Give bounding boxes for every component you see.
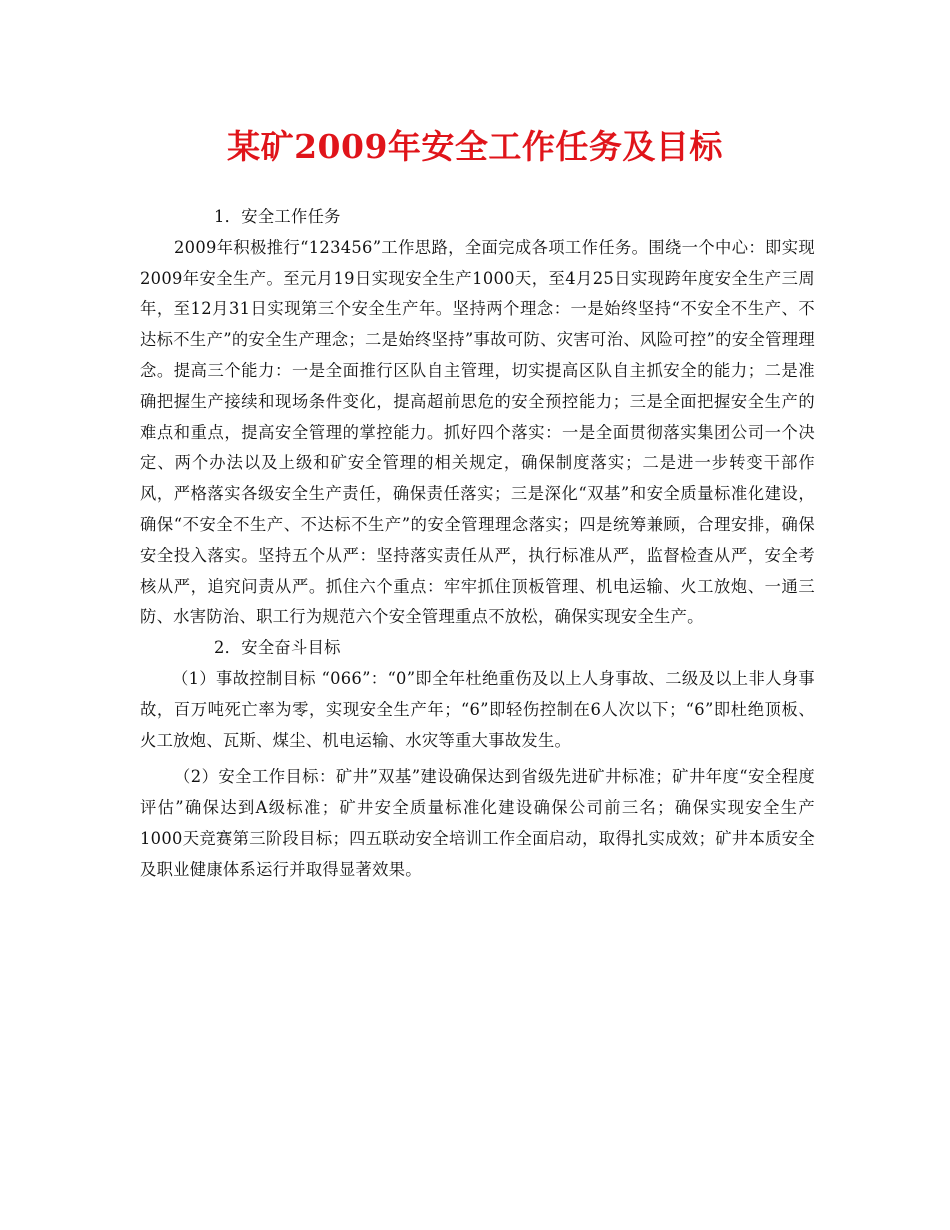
section-1-paragraph: 2009年积极推行“123456”工作思路，全面完成各项工作任务。围绕一个中心：即实现2009年安全生产。至元月19日实现安全生产1000天，至4月25日实现跨年度安全生产三周年，至12月31日实现第三个安全生产年。坚持两个理念：一是始终坚持“不安全不生产、不达标不生产”的安全生产理念；二是始终坚持”事故可防、灾害可治、风险可控”的安全管理理念。提高三个能力：一是全面推行区队自主管理，切实提高区队自主抓安全的能力；二是准确把握生产接续和现场条件变化，提高超前思危的安全预控能力；三是全面把握安全生产的难点和重点，提高安全管理的掌控能力。抓好四个落实：一是全面贯彻落实集团公司一个决定、两个办法以及上级和矿安全管理的相关规定，确保制度落实；二是进一步转变干部作风，严格落实各级安全生产责任，确保责任落实；三是深化“双基”和安全质量标准化建设，确保“不安全不生产、不达标不生产”的安全管理理念落实；四是统筹兼顾，合理安排，确保安全投入落实。坚持五个从严：坚持落实责任从严，执行标准从严，监督检查从严，安全考核从严，追究问责从严。抓住六个重点：牢牢抓住顶板管理、机电运输、火工放炮、一通三防、水害防治、职工行为规范六个安全管理重点不放松，确保实现安全生产。: [140, 237, 815, 627]
document-title: 某矿2009年安全工作任务及目标: [227, 127, 723, 166]
section-2-item-2: （2）安全工作目标：矿井”双基”建设确保达到省级先进矿井标准；矿井年度“安全程度评估”确保达到A级标准；矿井安全质量标准化建设确保公司前三名；确保实现安全生产1000天竞赛第三阶段目标；四五联动安全培训工作全面启动，取得扎实成效；矿井本质安全及职业健康体系运行并取得显著效果。: [140, 767, 815, 879]
section-2-item-1: （1）事故控制目标 “066”：“0”即全年杜绝重伤及以上人身事故、二级及以上非人身事故，百万吨死亡率为零，实现安全生产年；“6”即轻伤控制在6人次以下；“6”即杜绝顶板、火工放炮、瓦斯、煤尘、机电运输、水灾等重大事故发生。: [140, 668, 815, 750]
document-body: [140, 202, 815, 886]
section-1-heading: 1．安全工作任务: [214, 207, 341, 226]
section-2-heading: 2．安全奋斗目标: [214, 638, 341, 658]
